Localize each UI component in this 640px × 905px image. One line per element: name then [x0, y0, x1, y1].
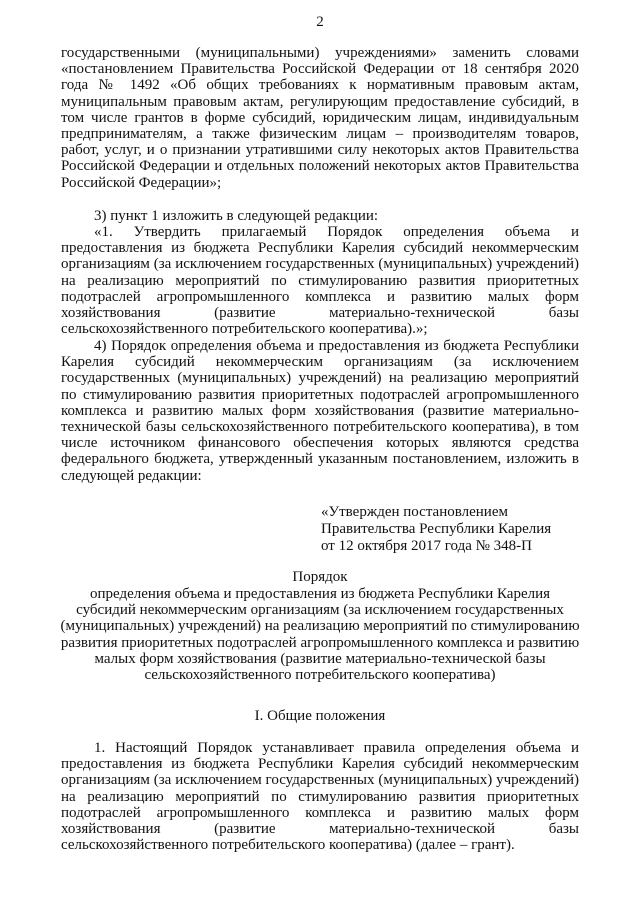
- approval-stamp-block: [321, 504, 601, 556]
- order-subtitle: [40, 586, 600, 683]
- clause-1-paragraph: 1. Настоящий Порядок устанавливает правила определения объема и предоставления из бюджета Республики Карелия субсидий некоммерческим организациям (за исключением государственных (муниципальных) учреждений) на реализацию мероприятий по стимулированию развития приоритетных подотраслей агропромышленного комплекса и развитию малых форм хозяйствования (развитие материально-технической базы сельскохозяйственного потребительского кооператива) (далее – грант).: [61, 740, 579, 854]
- approval-line: «Утвержден постановлением: [321, 504, 508, 520]
- order-subtitle-line: субсидий некоммерческим организациям (за исключением государственных: [76, 602, 564, 619]
- item-4-paragraph: 4) Порядок определения объема и предоставления из бюджета Республики Карелия субсидий некоммерческим организациям (за исключением государственных (муниципальных) учреждений) на реализацию мероприятий по стимулированию развития приоритетных подотраслей агропромышленного комплекса и развитию малых форм хозяйствования (развитие материально-технической базы сельскохозяйственного потребительского кооператива), в том числе источником финансового обеспечения которых являются средства федерального бюджета, утвержденный указанным постановлением, изложить в следующей редакции:: [61, 338, 579, 484]
- approval-line: Правительства Республики Карелия: [321, 521, 552, 538]
- order-subtitle-line: (муниципальных) учреждений) на реализацию мероприятий по стимулированию: [60, 618, 580, 635]
- continuation-paragraph: государственными (муниципальными) учреждениями» заменить словами «постановлением Правительства Российской Федерации от 18 сентября 2020 года № 1492 «Об общих требованиях к нормативным правовым актам, муниципальным правовым актам, регулирующим предоставление субсидий, в том числе грантов в форме субсидий, юридическим лицам, индивидуальным предпринимателям, а также физическим лицам – производителям товаров, работ, услуг, и о признании утратившими силу некоторых актов Правительства Российской Федерации и отдельных положений некоторых актов Правительства Российской Федерации»;: [61, 45, 579, 191]
- approval-line: от 12 октября 2017 года № 348-П: [321, 538, 533, 555]
- item-3-paragraph: 3) пункт 1 изложить в следующей редакции:: [94, 208, 379, 224]
- item-3-quote-paragraph: «1. Утвердить прилагаемый Порядок определения объема и предоставления из бюджета Республики Карелия субсидий некоммерческим организациям (за исключением государственных (муниципальных) учреждений) на реализацию мероприятий по стимулированию развития приоритетных подотраслей агропромышленного комплекса и развитию малых форм хозяйствования (развитие материально-технической базы сельскохозяйственного потребительского кооператива).»;: [61, 224, 579, 338]
- order-subtitle-line: малых форм хозяйствования (развитие материально-технической базы: [94, 650, 546, 667]
- order-subtitle-line: развития приоритетных подотраслей агропромышленного комплекса и развитию: [60, 634, 580, 651]
- order-subtitle-line: сельскохозяйственного потребительского кооператива): [144, 667, 496, 684]
- page-number: 2: [316, 14, 324, 30]
- section-heading: I. Общие положения: [254, 708, 386, 724]
- order-title: Порядок: [292, 569, 348, 585]
- order-subtitle-line: определения объема и предоставления из бюджета Республики Карелия: [89, 586, 551, 602]
